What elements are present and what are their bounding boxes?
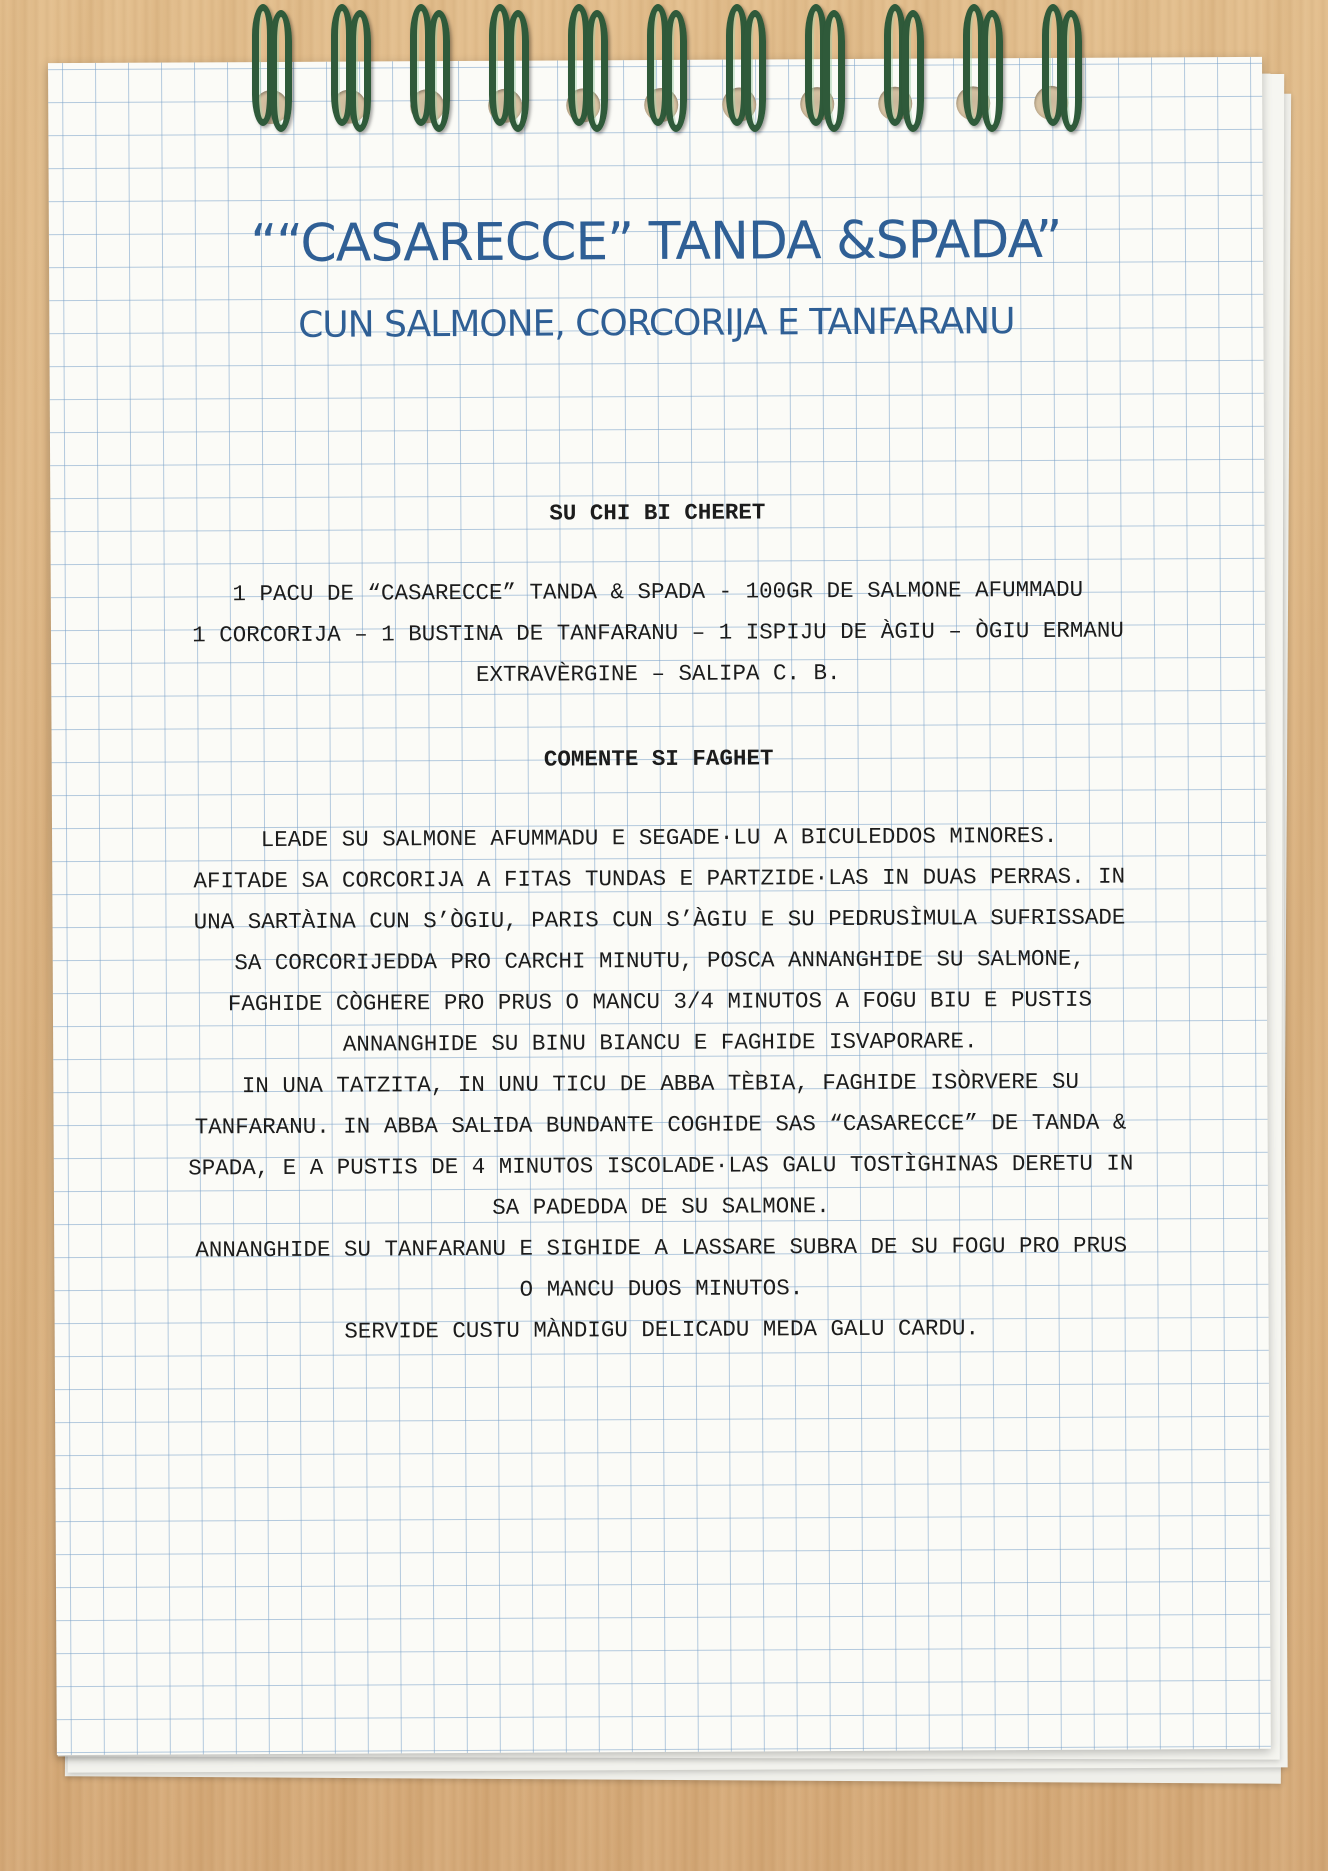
method-line: SPADA, E A PUSTIS DE 4 MINUTOS ISCOLADE·LAS GALU TOSTÌGHINAS DERETU IN <box>188 1150 1134 1182</box>
method-line: UNA SARTÀINA CUN S’ÒGIU, PARIS CUN S’ÀGIU E SU PEDRUSÌMULA SUFRISSADE <box>193 904 1126 936</box>
method-line: LEADE SU SALMONE AFUMMADU E SEGADE·LU A BICULEDDOS MINORES. <box>260 822 1058 854</box>
spiral-coil <box>647 4 693 134</box>
ingredients-line: 1 CORCORIJA – 1 BUSTINA DE TANFARANU – 1 ISPIJU DE ÀGIU – ÒGIU ERMANU <box>192 617 1124 649</box>
spiral-coil <box>805 4 851 134</box>
spiral-coil <box>410 4 456 134</box>
spiral-coil <box>489 4 535 134</box>
method-line: AFITADE SA CORCORIJA A FITAS TUNDAS E PARTZIDE·LAS IN DUAS PERRAS. IN <box>193 863 1126 895</box>
spiral-coil <box>252 4 298 134</box>
method-line: TANFARANU. IN ABBA SALIDA BUNDANTE COGHIDE SAS “CASARECCE” DE TANDA & <box>194 1109 1127 1141</box>
ingredients-line: EXTRAVÈRGINE – SALIPA C. B. <box>475 660 841 688</box>
method-line: ANNANGHIDE SU TANFARANU E SIGHIDE A LASSARE SUBRA DE SU FOGU PRO PRUS <box>195 1232 1128 1264</box>
spiral-coil <box>884 4 930 134</box>
method-line: SA CORCORIJEDDA PRO CARCHI MINUTU, POSCA ANNANGHIDE SU SALMONE, <box>234 945 1086 977</box>
spiral-coil <box>331 4 377 134</box>
ingredients-line: 1 PACU DE “CASARECCE” TANDA & SPADA - 100GR DE SALMONE AFUMMADU <box>232 576 1084 608</box>
method-line: IN UNA TATZITA, IN UNU TICU DE ABBA TÈBIA, FAGHIDE ISÒRVERE SU <box>241 1068 1079 1100</box>
method-line: ANNANGHIDE SU BINU BIANCU E FAGHIDE ISVAPORARE. <box>342 1028 978 1058</box>
spiral-coil <box>726 4 772 134</box>
spiral-coil <box>568 4 614 134</box>
spiral-coil <box>963 4 1009 134</box>
recipe-title: ““CASARECCE” TANDA &SPADA” <box>250 209 1062 275</box>
method-line: O MANCU DUOS MINUTOS. <box>519 1275 804 1303</box>
method-line: SERVIDE CUSTU MÀNDIGU DELICADU MEDA GALU CARDU. <box>344 1315 980 1345</box>
method-heading: COMENTE SI FAGHET <box>543 745 774 773</box>
ingredients-list <box>111 569 1206 698</box>
spiral-coil <box>1042 4 1088 134</box>
recipe-subtitle: CUN SALMONE, CORCORIJA E TANFARANU <box>298 301 1015 346</box>
method-line: FAGHIDE CÒGHERE PRO PRUS O MANCU 3/4 MINUTOS A FOGU BIU E PUSTIS <box>227 986 1093 1018</box>
method-text <box>112 815 1209 1354</box>
ingredients-heading: SU CHI BI CHERET <box>549 499 766 527</box>
method-line: SA PADEDDA DE SU SALMONE. <box>492 1193 830 1221</box>
